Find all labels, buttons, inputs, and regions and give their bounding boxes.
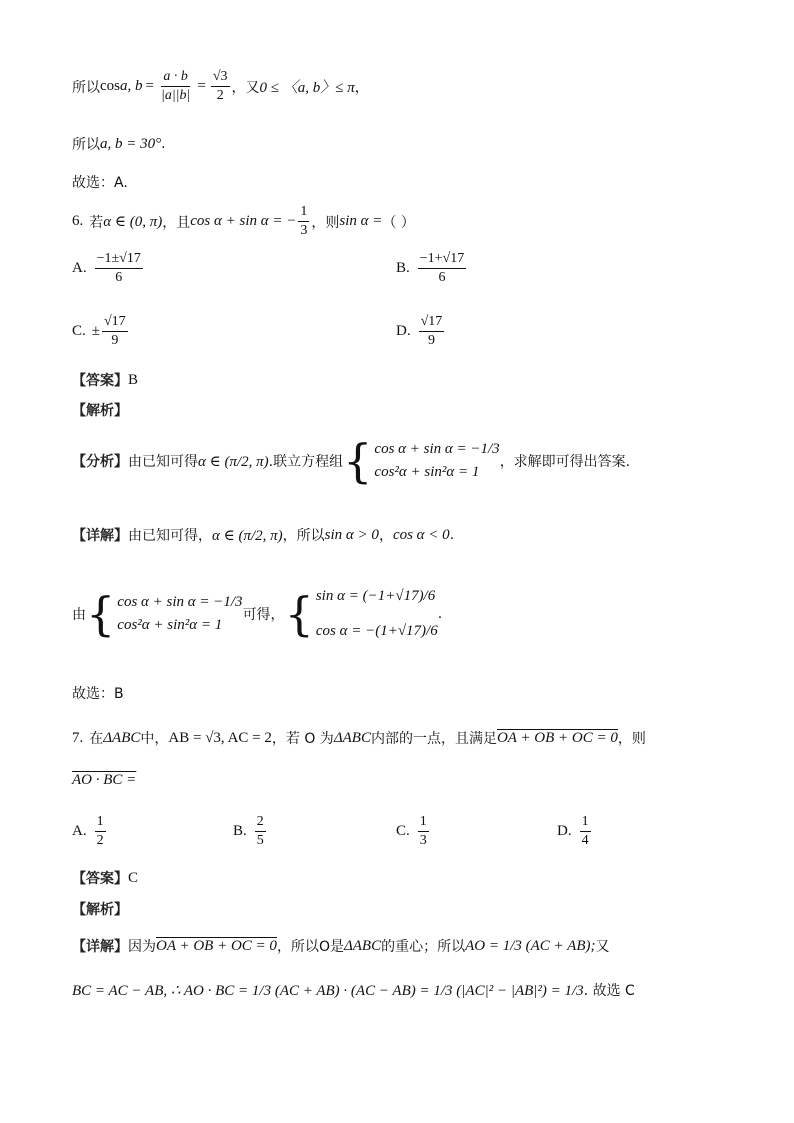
frac-num: √17 bbox=[102, 315, 128, 332]
option-fraction bbox=[102, 315, 128, 348]
system-row: cos α + sin α = −1/3 bbox=[374, 441, 500, 457]
option-fraction bbox=[255, 815, 266, 848]
question-6-stem bbox=[72, 205, 415, 238]
option-label: A. bbox=[72, 260, 87, 276]
choose-b: 故选：B bbox=[72, 686, 124, 702]
frac-den: 6 bbox=[115, 270, 123, 285]
q6-option-c[interactable] bbox=[72, 315, 130, 348]
q7-option-a[interactable] bbox=[72, 815, 108, 848]
frac-num: 1 bbox=[95, 815, 106, 832]
math-ask: AO · BC = bbox=[72, 772, 137, 788]
option-fraction bbox=[418, 815, 429, 848]
frac-den: 3 bbox=[419, 833, 427, 848]
xiangjie-tag: 【详解】 bbox=[72, 939, 128, 955]
q7-analysis-tag: 【解析】 bbox=[72, 902, 128, 918]
frac-den: 9 bbox=[111, 333, 119, 348]
math-cond: AB = √3, AC = 2 bbox=[168, 729, 272, 746]
frac-num: 1 bbox=[580, 815, 591, 832]
text: . bbox=[449, 527, 455, 543]
text: O是 bbox=[318, 939, 344, 955]
option-prefix: ± bbox=[91, 323, 100, 339]
math-cond2: cos α + sin α = − bbox=[190, 213, 297, 229]
text: ，若 O 为 bbox=[271, 731, 334, 747]
frac-den: 2 bbox=[96, 833, 104, 848]
math-interval: α ∈ (π/2, π) bbox=[198, 453, 269, 470]
text: 所以 bbox=[72, 79, 100, 96]
frac-den: 9 bbox=[427, 333, 435, 348]
text: 由 bbox=[72, 607, 86, 623]
answer-blank: （ ） bbox=[382, 214, 415, 231]
option-fraction bbox=[95, 815, 106, 848]
frac-den: 6 bbox=[438, 270, 446, 285]
text: ，求解即可得出答案. bbox=[499, 454, 631, 470]
option-fraction bbox=[418, 252, 466, 285]
frac-num: −1+√17 bbox=[418, 252, 466, 269]
frac-num: 2 bbox=[255, 815, 266, 832]
q6-answer bbox=[72, 370, 138, 390]
frac-num: √17 bbox=[419, 315, 445, 332]
math-ab: a, b bbox=[120, 78, 143, 94]
option-label: C. bbox=[396, 823, 410, 839]
frac-den: 5 bbox=[256, 833, 264, 848]
math-ask: sin α = bbox=[339, 213, 383, 229]
math-angle: a, b = 30° bbox=[100, 135, 162, 152]
answer-tag: 【答案】 bbox=[72, 871, 128, 887]
q7-answer bbox=[72, 868, 138, 888]
option-fraction bbox=[95, 252, 143, 285]
q6-analysis-tag: 【解析】 bbox=[72, 403, 128, 419]
text: 又 bbox=[595, 939, 610, 955]
text: 在 bbox=[89, 731, 104, 747]
option-fraction bbox=[580, 815, 591, 848]
answer-value: B bbox=[128, 371, 139, 388]
q7-detail-1 bbox=[72, 936, 609, 956]
frac-num: a · b bbox=[161, 70, 190, 87]
fraction-dot-over-norm bbox=[159, 70, 192, 103]
frac-num: 1 bbox=[298, 205, 309, 222]
text: 所以 bbox=[72, 137, 100, 153]
math-eq: = bbox=[145, 78, 154, 94]
choose-a: 故选：A. bbox=[72, 175, 128, 191]
text: 因为 bbox=[128, 939, 156, 955]
option-label: B. bbox=[233, 823, 247, 839]
question-number: 6. bbox=[72, 213, 84, 229]
q6-fenxi bbox=[72, 434, 631, 488]
q6-option-a[interactable] bbox=[72, 252, 145, 285]
text: ，则 bbox=[311, 214, 340, 231]
math-triangle: ΔABC bbox=[343, 937, 382, 954]
text: 可得， bbox=[242, 607, 285, 623]
text: ， bbox=[378, 528, 393, 544]
text: 由已知可得， bbox=[128, 528, 212, 544]
frac-den: 4 bbox=[581, 833, 589, 848]
q6-xiangjie bbox=[72, 525, 454, 545]
q6-option-d[interactable] bbox=[396, 315, 446, 348]
option-label: D. bbox=[557, 823, 572, 839]
fraction-root3-over-2 bbox=[211, 70, 230, 103]
frac-den: 2 bbox=[216, 88, 224, 103]
frac-num: 1 bbox=[418, 815, 429, 832]
line-cos-angle: 所以 cos a, b = $\frac{a \cdot b}{|a||b|}$ = $\frac{√3}{2}$ ，又 0 ≤ 〈a, b〉≤ π ， bbox=[72, 69, 369, 103]
text: . bbox=[161, 136, 166, 152]
xiangjie-tag: 【详解】 bbox=[72, 528, 128, 544]
option-label: D. bbox=[396, 323, 411, 339]
answer-tag: 【答案】 bbox=[72, 373, 128, 389]
question-7-ask bbox=[72, 772, 136, 789]
line-angle-30 bbox=[72, 134, 166, 154]
math-cos: cos bbox=[100, 78, 120, 94]
fraction-one-third bbox=[298, 205, 309, 238]
math-triangle: ΔABC bbox=[103, 729, 141, 746]
math-ineq: cos α < 0 bbox=[392, 526, 450, 543]
text: ，且 bbox=[162, 214, 191, 231]
text: ，则 bbox=[617, 731, 646, 747]
text: . bbox=[437, 606, 443, 622]
math-ao: AO = 1/3 (AC + AB); bbox=[465, 937, 596, 954]
math-range: 0 ≤ 〈a, b〉≤ π bbox=[259, 80, 355, 96]
option-fraction bbox=[419, 315, 445, 348]
system-row: sin α = (−1+√17)/6 bbox=[315, 588, 436, 604]
system-row: cos²α + sin²α = 1 bbox=[117, 617, 223, 633]
system-row: cos α = −(1+√17)/6 bbox=[315, 623, 438, 639]
frac-den: 3 bbox=[300, 223, 308, 238]
q7-option-d[interactable] bbox=[557, 815, 593, 848]
equation-system: { cos α + sin α = −1/3 cos²α + sin²α = 1 bbox=[343, 434, 500, 488]
option-label: B. bbox=[396, 260, 410, 276]
solution-system: { sin α = (−1+√17)/6 cos α = −(1+√17)/6 bbox=[284, 587, 438, 641]
math-ineq: sin α > 0 bbox=[324, 526, 379, 543]
math-triangle: ΔABC bbox=[333, 729, 371, 746]
option-label: C. bbox=[72, 323, 86, 339]
frac-den: |a||b| bbox=[160, 88, 191, 103]
math-interval: α ∈ (π/2, π) bbox=[212, 527, 283, 544]
fenxi-tag: 【分析】 bbox=[72, 454, 128, 470]
text: 中， bbox=[140, 731, 169, 747]
math-vector-cond: OA + OB + OC = 0 bbox=[496, 729, 618, 746]
frac-num: √3 bbox=[211, 70, 230, 87]
text: 的重心；所以 bbox=[381, 939, 466, 955]
question-7-stem bbox=[72, 728, 646, 748]
system-row: cos α + sin α = −1/3 bbox=[117, 594, 243, 610]
text: ，所以 bbox=[282, 528, 325, 544]
q7-option-c[interactable] bbox=[396, 815, 431, 848]
equation-system: { cos α + sin α = −1/3 cos²α + sin²α = 1 bbox=[86, 587, 243, 641]
text: 由已知可得 bbox=[128, 454, 198, 470]
q7-option-b[interactable] bbox=[233, 815, 268, 848]
q6-solution bbox=[72, 588, 442, 640]
option-label: A. bbox=[72, 823, 87, 839]
text: ，所以 bbox=[276, 939, 319, 955]
answer-value: C bbox=[128, 869, 139, 886]
text: . 故选 C bbox=[583, 983, 635, 999]
math-derivation: BC = AC − AB, ∴ AO · BC = 1/3 (AC + AB) · (AC − AB) = 1/3 (|AC|² − |AB|²) = 1/3 bbox=[72, 982, 584, 999]
text: ，又 bbox=[231, 79, 260, 96]
text: .联立方程组 bbox=[268, 454, 344, 470]
frac-num: −1±√17 bbox=[95, 252, 143, 269]
question-number: 7. bbox=[72, 729, 84, 746]
q7-detail-2 bbox=[72, 980, 635, 1000]
math-cond1: α ∈ (0, π) bbox=[103, 214, 163, 230]
text: ， bbox=[354, 79, 369, 96]
q6-option-b[interactable] bbox=[396, 252, 468, 285]
system-row: cos²α + sin²α = 1 bbox=[374, 464, 480, 480]
text: 内部的一点，且满足 bbox=[370, 731, 497, 747]
text: 若 bbox=[89, 214, 104, 231]
math-vector-cond: OA + OB + OC = 0 bbox=[156, 937, 277, 954]
